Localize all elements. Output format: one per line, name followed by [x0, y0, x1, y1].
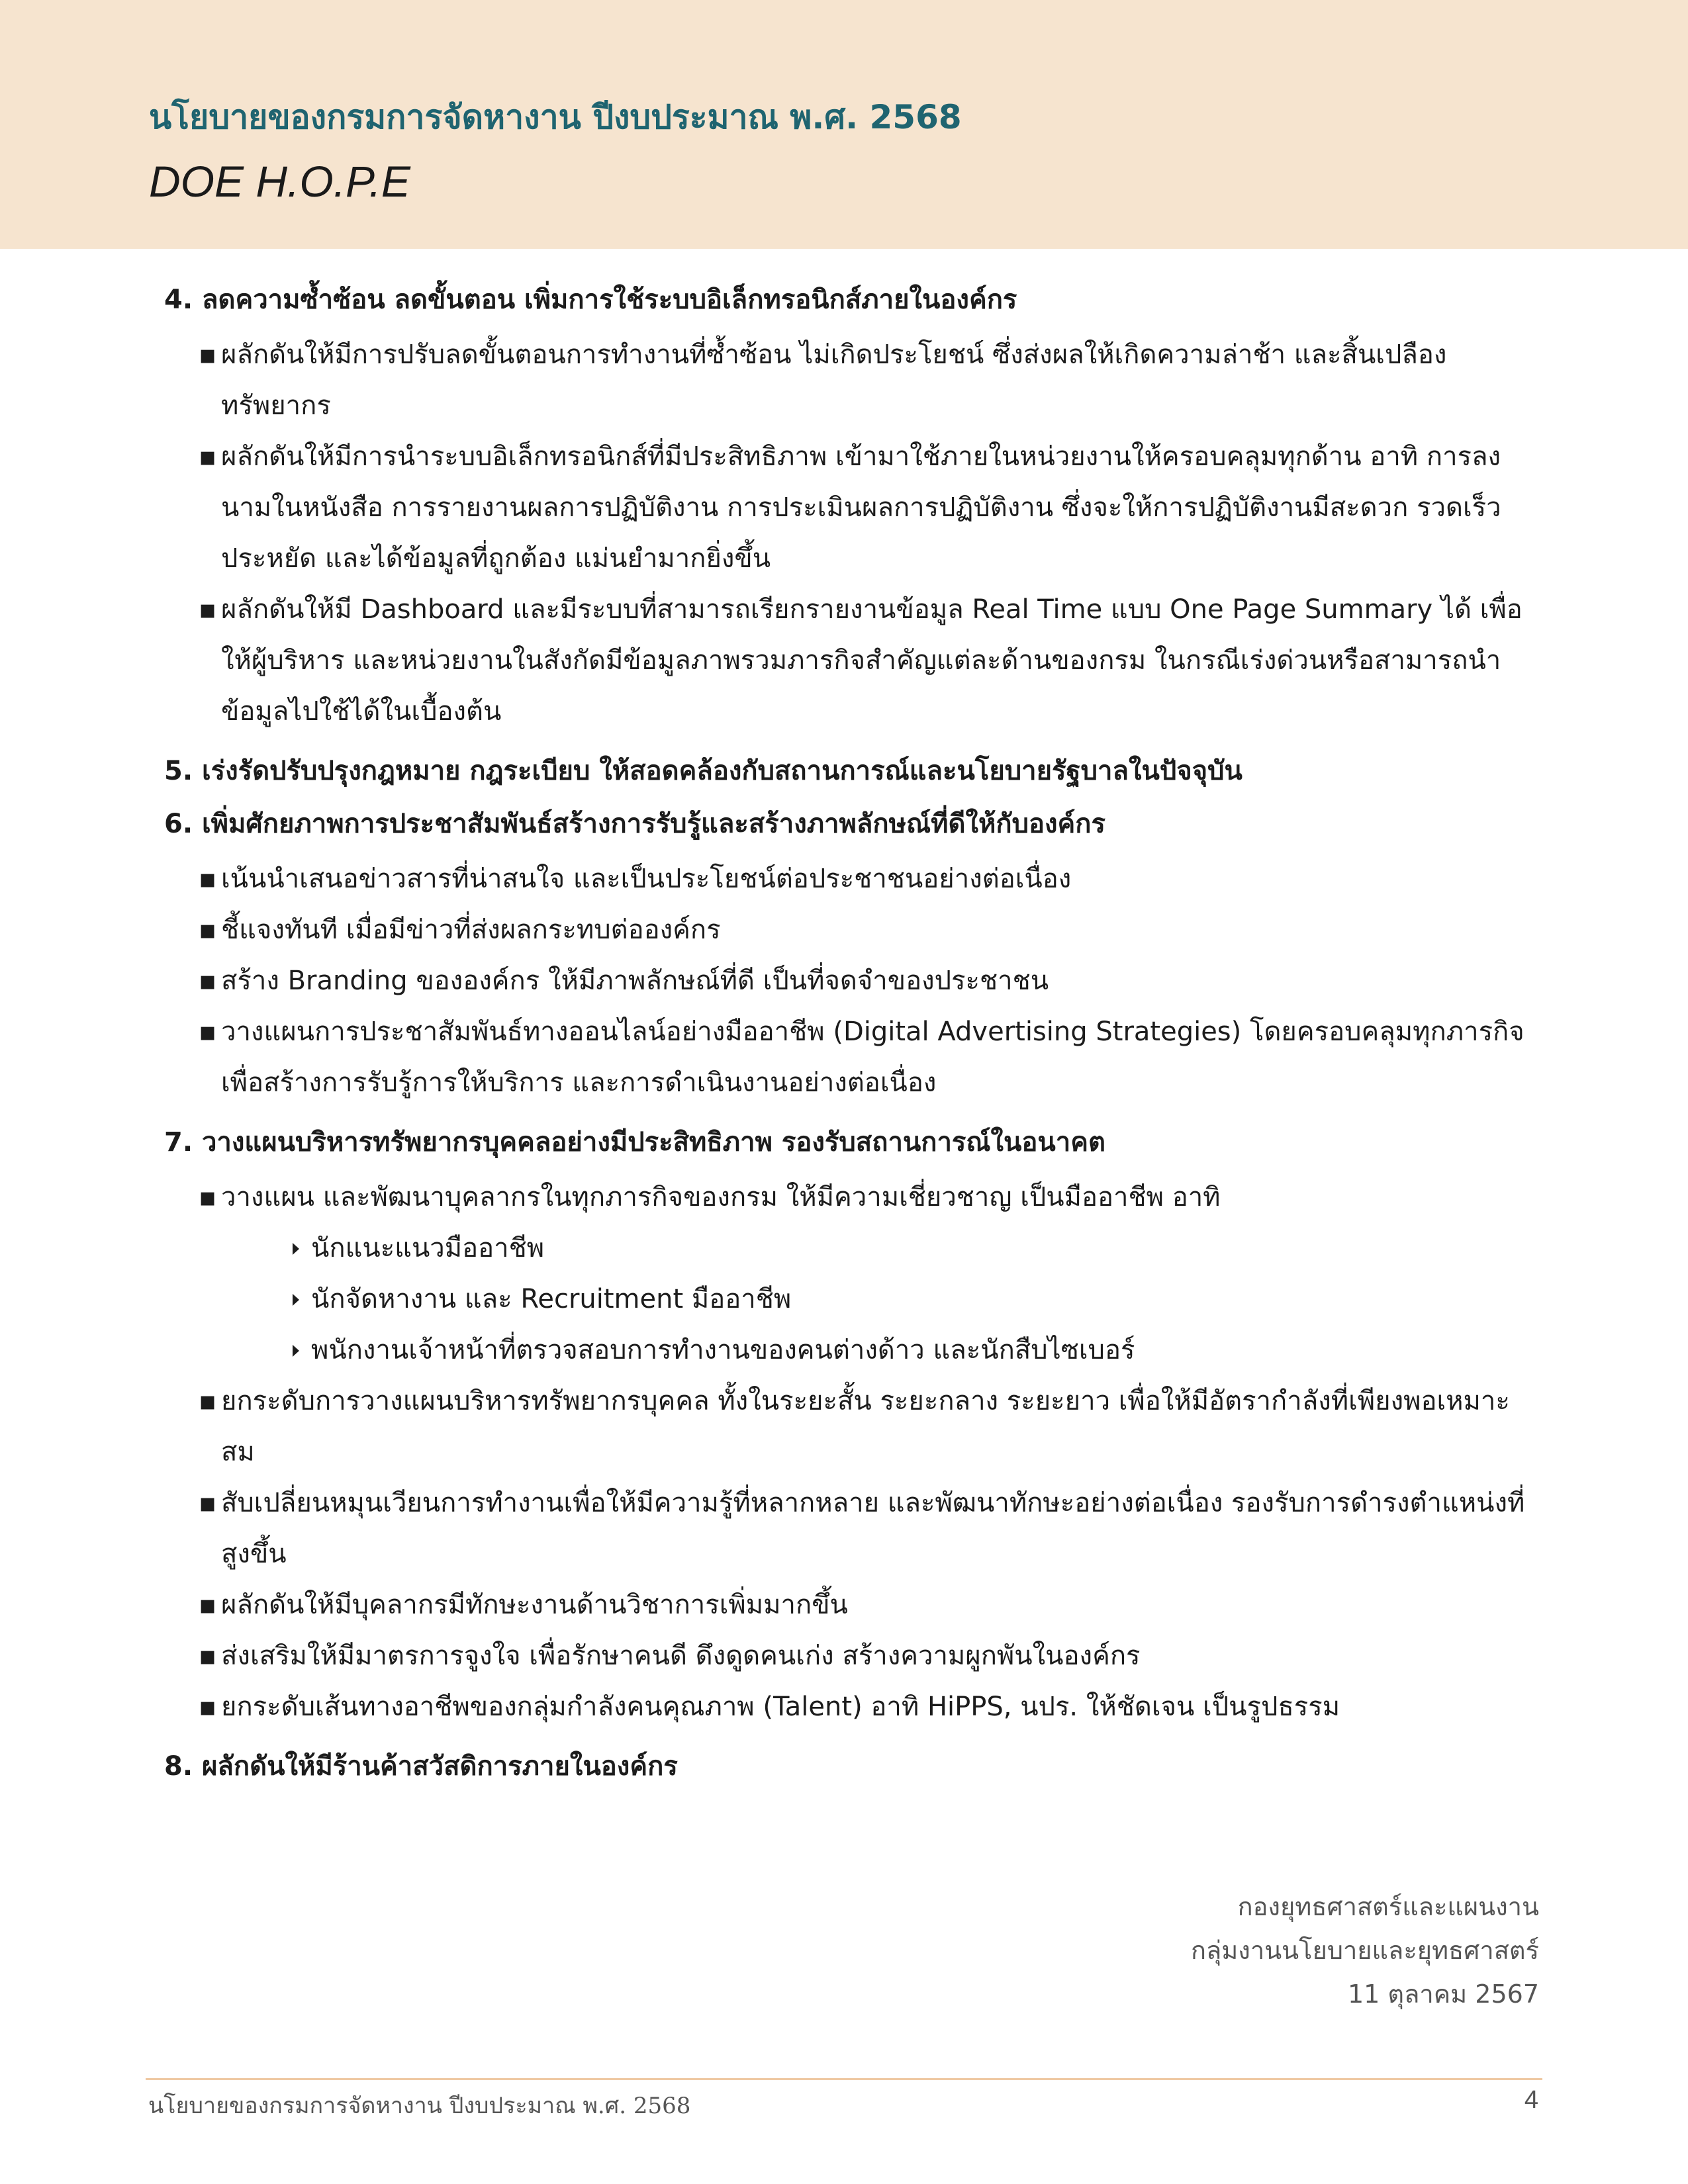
list-item-text: วางแผน และพัฒนาบุคลากรในทุกภารกิจของกรม ให้มีความเชี่ยวชาญ เป็นมืออาชีพ อาทิ: [221, 1182, 1221, 1212]
list-item-text: ผลักดันให้มีบุคลากรมีทักษะงานด้านวิชาการเพิ่มมากขึ้น: [221, 1590, 848, 1620]
sub-list-item-text: นักจัดหางาน และ Recruitment มืออาชีพ: [311, 1284, 792, 1314]
triangle-bullet-icon: [293, 1243, 299, 1255]
square-bullet-icon: ▪: [199, 1017, 217, 1047]
square-bullet-icon: ▪: [199, 1692, 217, 1722]
list-item: [164, 854, 1528, 905]
triangle-bullet-icon: [293, 1294, 299, 1306]
bullet-list: [164, 854, 1528, 1109]
list-item-text: สร้าง Branding ขององค์กร ให้มีภาพลักษณ์ที่ดี เป็นที่จดจำของประชาชน: [221, 966, 1049, 996]
sub-list-item: [221, 1325, 1528, 1376]
list-item-text: ส่งเสริมให้มีมาตรการจูงใจ เพื่อรักษาคนดี ดึงดูดคนเก่ง สร้างความผูกพันในองค์กร: [221, 1641, 1141, 1671]
square-bullet-icon: ▪: [199, 1641, 217, 1671]
footer-document-title: นโยบายของกรมการจัดหางาน ปีงบประมาณ พ.ศ. 2568: [148, 2093, 691, 2119]
signoff-block: [1191, 1885, 1539, 2016]
policy-content: [164, 281, 1528, 1786]
policy-section-6: [164, 805, 1528, 1109]
list-item: [164, 905, 1528, 956]
section-heading: 5. เร่งรัดปรับปรุงกฎหมาย กฎระเบียบ ให้สอดคล้องกับสถานการณ์และนโยบายรัฐบาลในปัจจุบัน: [164, 756, 1243, 786]
header-band: [0, 0, 1688, 249]
list-item-text: ผลักดันให้มีการนำระบบอิเล็กทรอนิกส์ที่มีประสิทธิภาพ เข้ามาใช้ภายในหน่วยงานให้ครอบคลุมทุกด้าน อาทิ การลงนามในหนังสือ การรายงานผลการปฏิบัติงาน การประเมินผลการปฏิบัติงาน ซึ่งจะให้การปฏิบัติงานมีสะดวก รวดเร็ว ประหยัด และได้ข้อมูลที่ถูกต้อง แม่นยำมากยิ่งขึ้น: [221, 441, 1501, 574]
triangle-bullet-icon: [293, 1345, 299, 1357]
square-bullet-icon: ▪: [199, 340, 217, 370]
list-item-text: เน้นนำเสนอข่าวสารที่น่าสนใจ และเป็นประโยชน์ต่อประชาชนอย่างต่อเนื่อง: [221, 864, 1072, 894]
policy-section-5: [164, 752, 1528, 790]
square-bullet-icon: ▪: [199, 441, 217, 472]
signoff-division: กองยุทธศาสตร์และแผนงาน: [1237, 1892, 1539, 1921]
list-item: [164, 1376, 1528, 1478]
list-item: [164, 1631, 1528, 1682]
list-item: [164, 956, 1528, 1007]
list-item: [164, 1682, 1528, 1733]
list-item-text: ผลักดันให้มีการปรับลดขั้นตอนการทำงานที่ซ้ำซ้อน ไม่เกิดประโยชน์ ซึ่งส่งผลให้เกิดความล่าช้า และสิ้นเปลืองทรัพยากร: [221, 340, 1447, 421]
policy-section-4: [164, 281, 1528, 737]
square-bullet-icon: ▪: [199, 594, 217, 625]
section-heading: 6. เพิ่มศักยภาพการประชาสัมพันธ์สร้างการรับรู้และสร้างภาพลักษณ์ที่ดีให้กับองค์กร: [164, 809, 1105, 839]
list-item: [164, 1478, 1528, 1580]
list-item-text: ผลักดันให้มี Dashboard และมีระบบที่สามารถเรียกรายงานข้อมูล Real Time แบบ One Page Summary ได้ เพื่อให้ผู้บริหาร และหน่วยงานในสังกัดมีข้อมูลภาพรวมภารกิจสำคัญแต่ละด้านของกรม ในกรณีเร่งด่วนหรือสามารถนำข้อมูลไปใช้ได้ในเบื้องต้น: [221, 594, 1523, 727]
sub-list: [221, 1223, 1528, 1376]
policy-section-8: [164, 1747, 1528, 1786]
square-bullet-icon: ▪: [199, 1182, 217, 1212]
signoff-group: กลุ่มงานนโยบายและยุทธศาสตร์: [1190, 1936, 1539, 1965]
sub-list-item-text: นักแนะแนวมืออาชีพ: [311, 1233, 545, 1263]
square-bullet-icon: ▪: [199, 915, 217, 945]
section-heading: 4. ลดความซ้ำซ้อน ลดขั้นตอน เพิ่มการใช้ระบบอิเล็กทรอนิกส์ภายในองค์กร: [164, 285, 1017, 315]
bullet-list: [164, 330, 1528, 737]
section-heading: 7. วางแผนบริหารทรัพยากรบุคคลอย่างมีประสิทธิภาพ รองรับสถานการณ์ในอนาคต: [164, 1127, 1105, 1158]
list-item: [164, 1172, 1528, 1376]
bullet-list: [164, 1172, 1528, 1733]
list-item-text: ยกระดับการวางแผนบริหารทรัพยากรบุคคล ทั้งในระยะสั้น ระยะกลาง ระยะยาว เพื่อให้มีอัตรากำลังที่เพียงพอเหมาะสม: [221, 1386, 1510, 1467]
sub-list-item: [221, 1274, 1528, 1325]
square-bullet-icon: ▪: [199, 966, 217, 996]
list-item: [164, 330, 1528, 432]
sub-list-item: [221, 1223, 1528, 1274]
page-number: 4: [1524, 2086, 1538, 2114]
square-bullet-icon: ▪: [199, 1488, 217, 1518]
section-heading: 8. ผลักดันให้มีร้านค้าสวัสดิการภายในองค์กร: [164, 1751, 678, 1782]
square-bullet-icon: ▪: [199, 1590, 217, 1620]
list-item: [164, 584, 1528, 737]
footer-divider: [146, 2078, 1542, 2080]
page-subtitle: DOE H.O.P.E: [149, 157, 410, 206]
list-item: [164, 1007, 1528, 1109]
page-title: นโยบายของกรมการจัดหางาน ปีงบประมาณ พ.ศ. 2568: [149, 98, 962, 136]
policy-section-7: [164, 1123, 1528, 1733]
signoff-date: 11 ตุลาคม 2567: [1348, 1979, 1539, 2009]
list-item: [164, 432, 1528, 584]
sub-list-item-text: พนักงานเจ้าหน้าที่ตรวจสอบการทำงานของคนต่างด้าว และนักสืบไซเบอร์: [311, 1335, 1135, 1365]
list-item-text: ชี้แจงทันที เมื่อมีข่าวที่ส่งผลกระทบต่อองค์กร: [221, 915, 721, 945]
list-item: [164, 1580, 1528, 1631]
list-item-text: ยกระดับเส้นทางอาชีพของกลุ่มกำลังคนคุณภาพ (Talent) อาทิ HiPPS, นปร. ให้ชัดเจน เป็นรูปธรรม: [221, 1692, 1340, 1722]
list-item-text: วางแผนการประชาสัมพันธ์ทางออนไลน์อย่างมืออาชีพ (Digital Advertising Strategies) โดยครอบคลุมทุกภารกิจ เพื่อสร้างการรับรู้การให้บริการ และการดำเนินงานอย่างต่อเนื่อง: [221, 1017, 1524, 1098]
square-bullet-icon: ▪: [199, 1386, 217, 1416]
square-bullet-icon: ▪: [199, 864, 217, 894]
list-item-text: สับเปลี่ยนหมุนเวียนการทำงานเพื่อให้มีความรู้ที่หลากหลาย และพัฒนาทักษะอย่างต่อเนื่อง รองรับการดำรงตำแหน่งที่สูงขึ้น: [221, 1488, 1525, 1569]
